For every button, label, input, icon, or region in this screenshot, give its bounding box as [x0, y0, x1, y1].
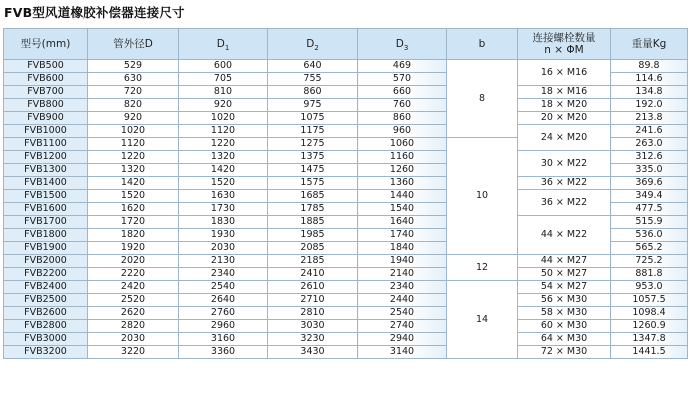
cell-pipe-od: 529	[88, 60, 179, 73]
cell-d1: 920	[179, 99, 268, 112]
cell-bolts: 30 × M22	[518, 151, 611, 177]
table-row	[4, 294, 688, 307]
cell-d2: 1375	[268, 151, 358, 164]
cell-d2: 3430	[268, 346, 358, 359]
cell-pipe-od: 1420	[88, 177, 179, 190]
cell-d3: 2440	[358, 294, 447, 307]
cell-model: FVB1500	[4, 190, 88, 203]
cell-pipe-od: 1920	[88, 242, 179, 255]
cell-model: FVB2200	[4, 268, 88, 281]
cell-d3: 1940	[358, 255, 447, 268]
cell-model: FVB2600	[4, 307, 88, 320]
cell-d2: 640	[268, 60, 358, 73]
cell-d2: 1785	[268, 203, 358, 216]
cell-weight: 725.2	[611, 255, 688, 268]
cell-pipe-od: 1020	[88, 125, 179, 138]
cell-d1: 1930	[179, 229, 268, 242]
cell-bolts: 44 × M27	[518, 255, 611, 268]
cell-pipe-od: 630	[88, 73, 179, 86]
cell-weight: 213.8	[611, 112, 688, 125]
cell-d2: 2410	[268, 268, 358, 281]
header-model: 型号(mm)	[4, 29, 88, 60]
cell-d3: 1840	[358, 242, 447, 255]
cell-d1: 1420	[179, 164, 268, 177]
cell-model: FVB900	[4, 112, 88, 125]
cell-b: 8	[447, 60, 518, 138]
cell-bolts: 36 × M22	[518, 177, 611, 190]
cell-bolts: 60 × M30	[518, 320, 611, 333]
cell-model: FVB1300	[4, 164, 88, 177]
cell-weight: 477.5	[611, 203, 688, 216]
header-bolts-line2: n × ΦM	[544, 44, 584, 56]
cell-d2: 1075	[268, 112, 358, 125]
table-row	[4, 190, 688, 203]
cell-d3: 2540	[358, 307, 447, 320]
cell-d1: 2030	[179, 242, 268, 255]
cell-model: FVB700	[4, 86, 88, 99]
cell-d2: 3030	[268, 320, 358, 333]
cell-bolts: 44 × M22	[518, 216, 611, 255]
cell-pipe-od: 2220	[88, 268, 179, 281]
header-bolts-line1: 连接螺栓数量	[532, 32, 596, 44]
cell-d3: 1440	[358, 190, 447, 203]
cell-weight: 114.6	[611, 73, 688, 86]
cell-pipe-od: 2520	[88, 294, 179, 307]
cell-d3: 1740	[358, 229, 447, 242]
cell-model: FVB2000	[4, 255, 88, 268]
cell-bolts: 72 × M30	[518, 346, 611, 359]
header-d2	[268, 29, 358, 60]
cell-model: FVB1900	[4, 242, 88, 255]
table-row	[4, 333, 688, 346]
cell-weight: 565.2	[611, 242, 688, 255]
cell-d1: 1630	[179, 190, 268, 203]
cell-pipe-od: 720	[88, 86, 179, 99]
cell-pipe-od: 1220	[88, 151, 179, 164]
cell-d2: 2085	[268, 242, 358, 255]
cell-pipe-od: 820	[88, 99, 179, 112]
cell-model: FVB1400	[4, 177, 88, 190]
cell-d1: 810	[179, 86, 268, 99]
cell-weight: 1347.8	[611, 333, 688, 346]
cell-d3: 1540	[358, 203, 447, 216]
cell-bolts: 36 × M22	[518, 190, 611, 216]
cell-pipe-od: 2820	[88, 320, 179, 333]
cell-d2: 1985	[268, 229, 358, 242]
cell-model: FVB3200	[4, 346, 88, 359]
cell-bolts: 54 × M27	[518, 281, 611, 294]
header-d2-main: D	[306, 37, 315, 50]
header-pipe-od: 管外径D	[88, 29, 179, 60]
cell-d1: 1520	[179, 177, 268, 190]
header-d2-sub: 2	[314, 43, 319, 52]
cell-d3: 960	[358, 125, 447, 138]
table-row	[4, 281, 688, 294]
cell-weight: 349.4	[611, 190, 688, 203]
dimension-table	[3, 28, 688, 359]
cell-d1: 1730	[179, 203, 268, 216]
cell-model: FVB1000	[4, 125, 88, 138]
cell-d2: 1575	[268, 177, 358, 190]
cell-d3: 1360	[358, 177, 447, 190]
table-row	[4, 216, 688, 229]
cell-bolts: 56 × M30	[518, 294, 611, 307]
cell-weight: 335.0	[611, 164, 688, 177]
cell-d2: 1275	[268, 138, 358, 151]
cell-bolts: 18 × M20	[518, 99, 611, 112]
table-row	[4, 86, 688, 99]
cell-pipe-od: 1620	[88, 203, 179, 216]
cell-d2: 1475	[268, 164, 358, 177]
cell-bolts: 50 × M27	[518, 268, 611, 281]
header-b: b	[447, 29, 518, 60]
cell-d2: 975	[268, 99, 358, 112]
cell-d1: 2960	[179, 320, 268, 333]
cell-d1: 2540	[179, 281, 268, 294]
header-d3	[358, 29, 447, 60]
cell-pipe-od: 2030	[88, 333, 179, 346]
cell-bolts: 58 × M30	[518, 307, 611, 320]
cell-d3: 2940	[358, 333, 447, 346]
cell-d3: 760	[358, 99, 447, 112]
cell-b: 10	[447, 138, 518, 255]
cell-d3: 2140	[358, 268, 447, 281]
cell-pipe-od: 920	[88, 112, 179, 125]
header-d1-sub: 1	[224, 43, 230, 52]
cell-d3: 1260	[358, 164, 447, 177]
cell-d2: 1885	[268, 216, 358, 229]
cell-weight: 192.0	[611, 99, 688, 112]
table-row	[4, 125, 688, 138]
cell-d2: 2185	[268, 255, 358, 268]
header-bolts	[518, 29, 611, 60]
table-row	[4, 320, 688, 333]
cell-d3: 660	[358, 86, 447, 99]
cell-d2: 2710	[268, 294, 358, 307]
cell-b: 12	[447, 255, 518, 281]
cell-model: FVB500	[4, 60, 88, 73]
cell-d3: 860	[358, 112, 447, 125]
cell-d2: 1685	[268, 190, 358, 203]
cell-pipe-od: 1520	[88, 190, 179, 203]
table-row	[4, 177, 688, 190]
cell-weight: 241.6	[611, 125, 688, 138]
cell-d3: 1160	[358, 151, 447, 164]
cell-pipe-od: 3220	[88, 346, 179, 359]
cell-d2: 3230	[268, 333, 358, 346]
table-header-row	[4, 29, 688, 60]
cell-bolts: 24 × M20	[518, 125, 611, 151]
cell-weight: 312.6	[611, 151, 688, 164]
cell-d3: 2340	[358, 281, 447, 294]
cell-d2: 755	[268, 73, 358, 86]
cell-d3: 2740	[358, 320, 447, 333]
cell-bolts: 18 × M16	[518, 86, 611, 99]
cell-model: FVB1700	[4, 216, 88, 229]
table-row	[4, 112, 688, 125]
cell-weight: 881.8	[611, 268, 688, 281]
cell-d1: 2760	[179, 307, 268, 320]
cell-weight: 536.0	[611, 229, 688, 242]
cell-pipe-od: 2020	[88, 255, 179, 268]
cell-weight: 515.9	[611, 216, 688, 229]
cell-weight: 1057.5	[611, 294, 688, 307]
cell-model: FVB2400	[4, 281, 88, 294]
cell-model: FVB1100	[4, 138, 88, 151]
cell-weight: 1441.5	[611, 346, 688, 359]
cell-pipe-od: 1320	[88, 164, 179, 177]
cell-d1: 3360	[179, 346, 268, 359]
cell-weight: 1098.4	[611, 307, 688, 320]
cell-weight: 134.8	[611, 86, 688, 99]
cell-d1: 705	[179, 73, 268, 86]
cell-d1: 1120	[179, 125, 268, 138]
cell-weight: 369.6	[611, 177, 688, 190]
cell-weight: 1260.9	[611, 320, 688, 333]
cell-d2: 2610	[268, 281, 358, 294]
cell-d2: 2810	[268, 307, 358, 320]
cell-d1: 1020	[179, 112, 268, 125]
cell-d1: 1830	[179, 216, 268, 229]
cell-weight: 263.0	[611, 138, 688, 151]
cell-model: FVB1800	[4, 229, 88, 242]
cell-d1: 2130	[179, 255, 268, 268]
table-row	[4, 255, 688, 268]
cell-model: FVB1600	[4, 203, 88, 216]
table-row	[4, 346, 688, 359]
cell-pipe-od: 1820	[88, 229, 179, 242]
cell-model: FVB2500	[4, 294, 88, 307]
table-body	[4, 60, 688, 359]
cell-pipe-od: 1720	[88, 216, 179, 229]
cell-model: FVB600	[4, 73, 88, 86]
table-row	[4, 99, 688, 112]
cell-d1: 2640	[179, 294, 268, 307]
table-row	[4, 307, 688, 320]
cell-d1: 600	[179, 60, 268, 73]
cell-pipe-od: 2620	[88, 307, 179, 320]
cell-model: FVB2800	[4, 320, 88, 333]
table-row	[4, 151, 688, 164]
cell-model: FVB3000	[4, 333, 88, 346]
cell-d3: 570	[358, 73, 447, 86]
header-d3-sub: 3	[403, 43, 409, 52]
cell-d1: 3160	[179, 333, 268, 346]
cell-pipe-od: 2420	[88, 281, 179, 294]
cell-d1: 2340	[179, 268, 268, 281]
header-d1	[179, 29, 268, 60]
cell-d2: 860	[268, 86, 358, 99]
cell-bolts: 64 × M30	[518, 333, 611, 346]
cell-pipe-od: 1120	[88, 138, 179, 151]
cell-d1: 1320	[179, 151, 268, 164]
cell-model: FVB800	[4, 99, 88, 112]
header-d1-main: D	[216, 37, 225, 50]
cell-b: 14	[447, 281, 518, 359]
header-d3-main: D	[395, 37, 404, 50]
cell-weight: 953.0	[611, 281, 688, 294]
cell-d1: 1220	[179, 138, 268, 151]
table-row	[4, 60, 688, 73]
cell-model: FVB1200	[4, 151, 88, 164]
cell-d3: 1640	[358, 216, 447, 229]
cell-weight: 89.8	[611, 60, 688, 73]
cell-d3: 469	[358, 60, 447, 73]
cell-d3: 1060	[358, 138, 447, 151]
cell-d3: 3140	[358, 346, 447, 359]
cell-bolts: 16 × M16	[518, 60, 611, 86]
page-title: FVB型风道橡胶补偿器连接尺寸	[4, 5, 185, 20]
cell-d2: 1175	[268, 125, 358, 138]
cell-bolts: 20 × M20	[518, 112, 611, 125]
header-weight: 重量Kg	[611, 29, 688, 60]
table-row	[4, 268, 688, 281]
